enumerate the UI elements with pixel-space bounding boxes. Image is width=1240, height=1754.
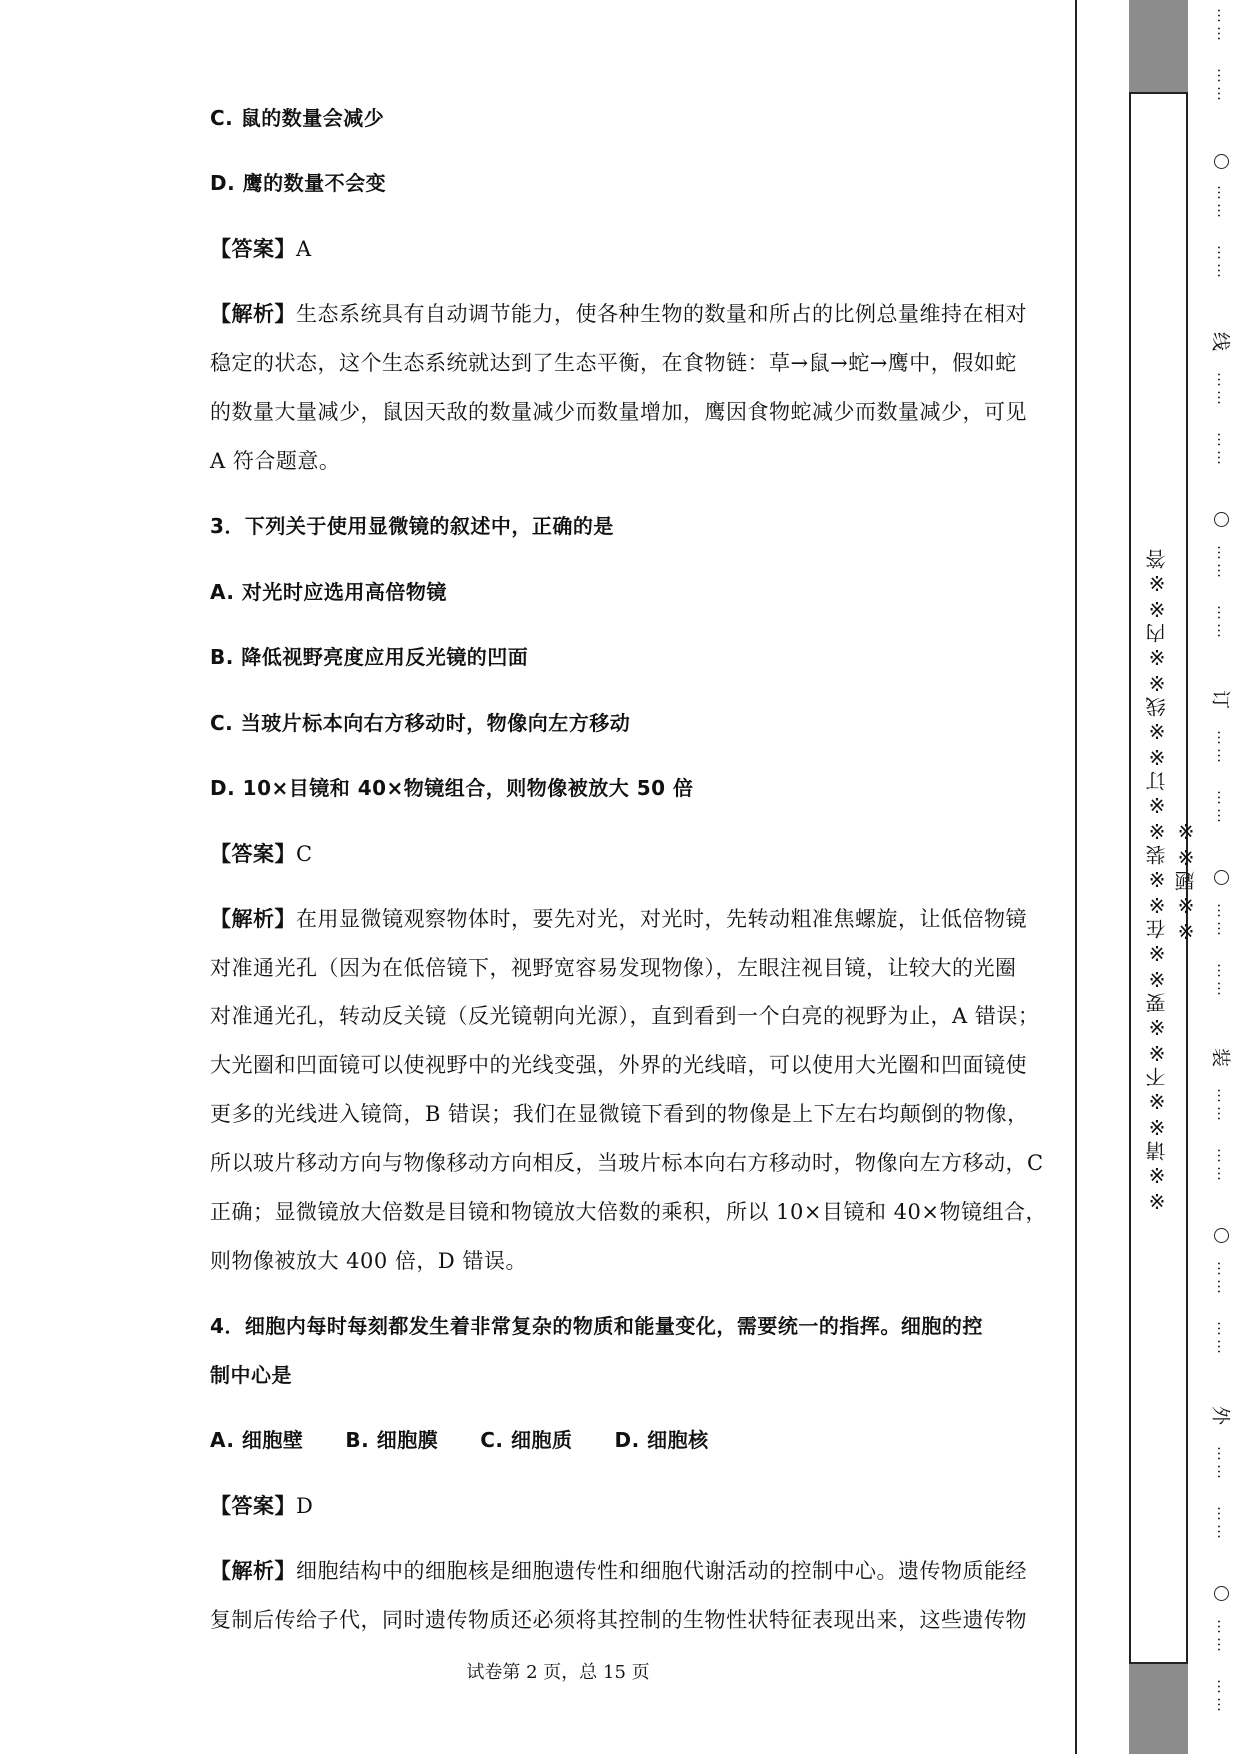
seal-char-line: 线 [1209,331,1232,351]
q2-explain-line [210,299,1027,329]
q3-explain-line: 则物像被放大 400 倍，D 错误。 [210,1249,527,1273]
q2-option-c: C. 鼠的数量会减少 [210,106,385,130]
q3-option-c: C. 当玻片标本向右方移动时，物像向左方移动 [210,711,631,735]
binding-divider [1129,0,1131,1754]
answer-value: A [296,237,312,261]
dotted-segment: …… [1214,1261,1232,1297]
q2-answer [210,234,312,264]
q3-explain-line: 对准通光孔，转动反关镜（反光镜朝向光源），直到看到一个白亮的视野为止，A 错误； [210,1004,1040,1028]
ring-icon [1214,154,1229,169]
q3-explain-line: 更多的光线进入镜筒，B 错误；我们在显微镜下看到的物像是上下左右均颠倒的物像， [210,1102,1029,1126]
q3-option-d: D. 10×目镜和 40×物镜组合，则物像被放大 50 倍 [210,776,694,800]
dotted-segment: …… [1214,605,1232,641]
q3-explain-line: 所以玻片移动方向与物像移动方向相反，当玻片标本向右方移动时，物像向左方移动，C [210,1151,1044,1175]
q4-option-a: A. 细胞壁 [210,1428,304,1452]
dotted-segment: …… [1214,1506,1232,1542]
dotted-segment: …… [1214,245,1232,281]
binding-bottom-block [1129,1662,1188,1754]
q3-answer [210,839,313,869]
dotted-segment: …… [1214,545,1232,581]
answer-value: C [296,842,313,866]
explain-text: 生态系统具有自动调节能力，使各种生物的数量和所占的比例总量维持在相对 [296,302,1027,326]
q2-explain-line: 的数量大量减少，鼠因天敌的数量减少而数量增加，鹰因食物蛇减少而数量减少，可见 [210,400,1027,424]
q2-explain-line: 稳定的状态，这个生态系统就达到了生态平衡，在食物链：草→鼠→蛇→鹰中，假如蛇 [210,351,1017,375]
q3-explain-line: 正确；显微镜放大倍数是目镜和物镜放大倍数的乘积，所以 10×目镜和 40×物镜组合， [210,1200,1047,1224]
dotted-segment: …… [1214,903,1232,939]
q4-option-b: B. 细胞膜 [345,1428,439,1452]
q4-explain-line [210,1556,1027,1586]
no-answer-warning: ※※请※※不※※要※※在※※装※※订※※线※※内※※答※※题※※ [1145,547,1198,1213]
dotted-segment: …… [1214,1321,1232,1357]
explain-tag: 【解析】 [210,302,296,326]
explain-tag: 【解析】 [210,907,296,931]
dotted-segment: …… [1214,790,1232,826]
q3-explain-line: 对准通光孔（因为在低倍镜下，视野宽容易发现物像），左眼注视目镜，让较大的光圈 [210,956,1017,980]
binding-top-block [1129,0,1188,94]
q3-option-a: A. 对光时应选用高倍物镜 [210,580,447,604]
answer-tag: 【答案】 [210,237,296,261]
q4-stem: 4．细胞内每时每刻都发生着非常复杂的物质和能量变化，需要统一的指挥。细胞的控 [210,1314,983,1338]
explain-tag: 【解析】 [210,1559,296,1583]
dotted-segment: …… [1214,68,1232,104]
q3-option-b: B. 降低视野亮度应用反光镜的凹面 [210,645,529,669]
q4-option-c: C. 细胞质 [480,1428,573,1452]
q3-explain-line: 大光圈和凹面镜可以使视野中的光线变强，外界的光线暗，可以使用大光圈和凹面镜使 [210,1053,1027,1077]
dotted-segment: …… [1214,1148,1232,1184]
q3-explain-line [210,904,1027,934]
dotted-segment: …… [1214,1679,1232,1715]
dotted-segment: …… [1214,1619,1232,1655]
ring-icon [1214,1586,1229,1601]
dotted-segment: …… [1214,8,1232,44]
seal-char-zhuang: 装 [1209,1047,1232,1067]
q2-option-d: D. 鹰的数量不会变 [210,171,387,195]
dotted-segment: …… [1214,730,1232,766]
q2-explain-line: A 符合题意。 [210,449,341,473]
answer-tag: 【答案】 [210,1494,296,1518]
ring-icon [1214,1228,1229,1243]
dotted-segment: …… [1214,1446,1232,1482]
q3-stem: 3．下列关于使用显微镜的叙述中，正确的是 [210,514,614,538]
dotted-segment: …… [1214,185,1232,221]
q4-option-d: D. 细胞核 [614,1428,709,1452]
seal-line [1205,0,1235,1754]
dotted-segment: …… [1214,372,1232,408]
ring-icon [1214,870,1229,885]
dotted-segment: …… [1214,963,1232,999]
page-number: 试卷第 2 页，总 15 页 [466,1662,650,1683]
q4-stem: 制中心是 [210,1363,292,1387]
page-footer [0,1658,1240,1684]
answer-tag: 【答案】 [210,842,296,866]
explain-text: 细胞结构中的细胞核是细胞遗传性和细胞代谢活动的控制中心。遗传物质能经 [296,1559,1027,1583]
answer-value: D [296,1494,314,1518]
q4-options [210,1425,751,1455]
explain-text: 在用显微镜观察物体时，要先对光，对光时，先转动粗准焦螺旋，让低倍物镜 [296,907,1027,931]
dotted-segment: …… [1214,1088,1232,1124]
dotted-segment: …… [1214,432,1232,468]
seal-char-wai: 外 [1209,1405,1232,1425]
ring-icon [1214,512,1229,527]
q4-answer [210,1491,313,1521]
seal-char-ding: 订 [1209,689,1232,709]
q4-explain-line: 复制后传给子代，同时遗传物质还必须将其控制的生物性状特征表现出来，这些遗传物 [210,1608,1027,1632]
